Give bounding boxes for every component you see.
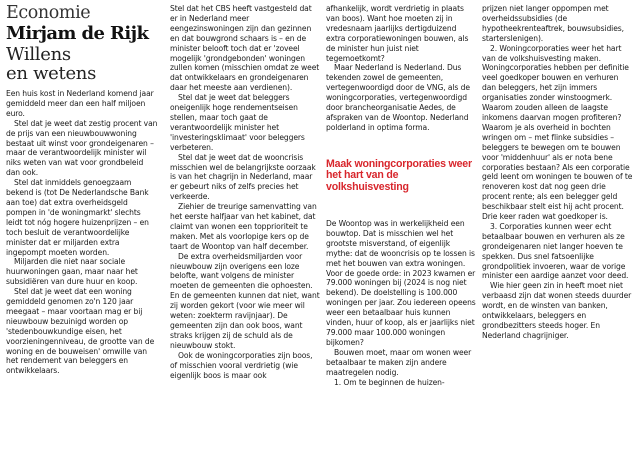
paragraph: 2. Woningcorporaties weer het hart van de volkshuisvesting maken. Woningcorporaties hebben per definitie veel goedkoper bouwen en verhuren dan beleggers, het zijn immers organisaties zonder winstoogmerk. Waarom zouden alleen de laagste inkomens daarvan mogen profiteren? Waarom je als overheid in bochten wringen om – met flinke subsidies – beleggers te bewegen om te bouwen voor 'middenhuur' als er nota bene corporaties bestaan? Als een corporatie geld leent om woningen te bouwen of te renoveren kost dat nog geen drie procent rente; als een belegger geld beschikbaar stelt eist hij acht procent. Drie keer raden wat goedkoper is.	[482, 43, 633, 222]
paragraph: Stel dat inmiddels genoegzaam bekend is (tot De Nederlandsche Bank aan toe) dat extra overheidsgeld pompen in 'de woningmarkt' slechts leidt tot nóg hogere huizenprijzen – en toch besluit de verantwoordelijke minister dat er miljarden extra ingepompt moeten worden.	[6, 178, 149, 257]
section-label: Economie	[6, 4, 91, 23]
author-name: Mirjam de Rijk	[6, 23, 149, 44]
column-4	[482, 4, 634, 452]
paragraph: Een huis kost in Nederland komend jaar gemiddeld meer dan een half miljoen euro.	[6, 89, 154, 118]
paragraph: Wie hier geen zin in heeft moet niet verbaasd zijn dat wonen steeds duurder wordt, en de winsten van banken, ontwikkelaars, beleggers en grondbezitters steeds hoger. En Nederland chagrijniger.	[482, 281, 632, 340]
paragraph: Stel dat het CBS heeft vastgesteld dat er in Nederland meer eengezinswoningen zijn dan gezinnen en dat bouwgrond schaars is – en de minister belooft toch dat er 'zoveel mogelijk 'grondgebonden' woningen zullen komen (misschien omdat ze weet dat ontwikkelaars en grondeigenaren daar het meeste aan verdienen).	[170, 4, 320, 93]
paragraph: Stel dat je weet dat zestig procent van de prijs van een nieuwbouwwoning bestaat uit winst voor grondeigenaren – maar de verantwoordelijk minister wil niks weten van wat voor grondbeleid dan ook.	[6, 118, 158, 178]
paragraph: 3. Corporaties kunnen weer echt betaalbaar bouwen en verhuren als ze grondeigenaren niet langer hoeven te spekken. Dus snel fatsoenlijke grondpolitiek invoeren, waar de vorige minister een aardige aanzet voor deed.	[482, 221, 629, 281]
paragraph: Stel dat je weet dat de wooncrisis misschien wel de belangrijkste oorzaak is van het chagrijn in Nederland, maar er gebeurt niks of zelfs precies het verkeerde.	[170, 152, 316, 202]
column-1-body	[6, 89, 158, 376]
title-line: Willens	[6, 44, 71, 65]
paragraph: Ook de woningcorporaties zijn boos, of misschien vooral verdrietig (wie eigenlijk boos is maar ook	[170, 350, 313, 380]
column-3	[326, 4, 476, 452]
pull-quote: Maak woningcorporaties weer het hart van de volkshuisvesting	[326, 157, 472, 193]
paragraph: Maar Nederland is Nederland. Dus tekenden zowel de gemeenten, vertegenwoordigd door de VNG, als de woningcorporaties, vertegenwoordigd door brancheorganisatie Aedes, de afspraken van de Woontop. Nederland polderland in optima forma.	[326, 63, 470, 132]
paragraph: Miljarden die niet naar sociale huurwoningen gaan, maar naar het subsidiëren van dure huur en koop.	[6, 257, 138, 287]
title-line: en wetens	[6, 63, 97, 84]
column-1	[6, 4, 158, 452]
paragraph: Stel dat je weet dat beleggers oneigenlijk hoge rendementseisen stellen, maar toch gaat de verantwoordelijk minister het 'investeringsklimaat' voor beleggers verbeteren.	[170, 93, 305, 152]
article-title	[6, 45, 158, 83]
paragraph: afhankelijk, wordt verdrietig in plaats van boos). Want hoe moeten zij in vredesnaam jaarlijks dertigduizend extra corporatiewoningen bouwen, als de minister hun juist niet tegemoetkomt?	[326, 4, 469, 63]
column-2	[170, 4, 320, 452]
paragraph: Stel dat je weet dat een woning gemiddeld genomen zo'n 120 jaar meegaat – maar voortaan mag er bij nieuwbouw bezuinigd worden op 'stedenbouwkundige eisen, het voorzieningenniveau, de grootte van de woning en de bouweisen' omwille van het rendement van beleggers en ontwikkelaars.	[6, 287, 155, 376]
paragraph: De Woontop was in werkelijkheid een bouwtop. Dat is misschien wel het grootste misverstand, of eigenlijk mythe: dat de wooncrisis op te lossen is met het bouwen van extra woningen. Voor de goede orde: in 2023 kwamen er 79.000 woningen bij (2024 is nog niet bekend). De doelstelling is 100.000 woningen per jaar. Zou iedereen opeens weer een betaalbaar huis kunnen vinden, huur of koop, als er jaarlijks niet 79.000 maar 100.000 woningen bijkomen?	[326, 219, 476, 347]
paragraph: Bouwen moet, maar om wonen weer betaalbaar te maken zijn andere maatregelen nodig.	[326, 347, 472, 377]
paragraph: Ziehier de treurige samenvatting van het eerste halfjaar van het kabinet, dat claimt van wonen een topprioriteit te maken. Met als voorlopige kers op de taart de Woontop van half december.	[170, 202, 317, 251]
paragraph: De extra overheidsmiljarden voor nieuwbouw zijn overigens een loze belofte, want volgens de minister moeten de gemeenten die ophoesten. En de gemeenten kunnen dat niet, want zij worden gekort (voor wie meer wil weten: zoekterm ravijnjaar). De gemeenten zijn dan ook boos, want straks krijgen zij de schuld als de nieuwbouw stokt.	[170, 251, 320, 350]
paragraph: 1. Om te beginnen de huizen-	[334, 377, 445, 387]
paragraph: prijzen niet langer oppompen met overheidssubsidies (de hypotheekrenteaftrek, bouwsubsidies, starterslenigen).	[482, 4, 624, 43]
